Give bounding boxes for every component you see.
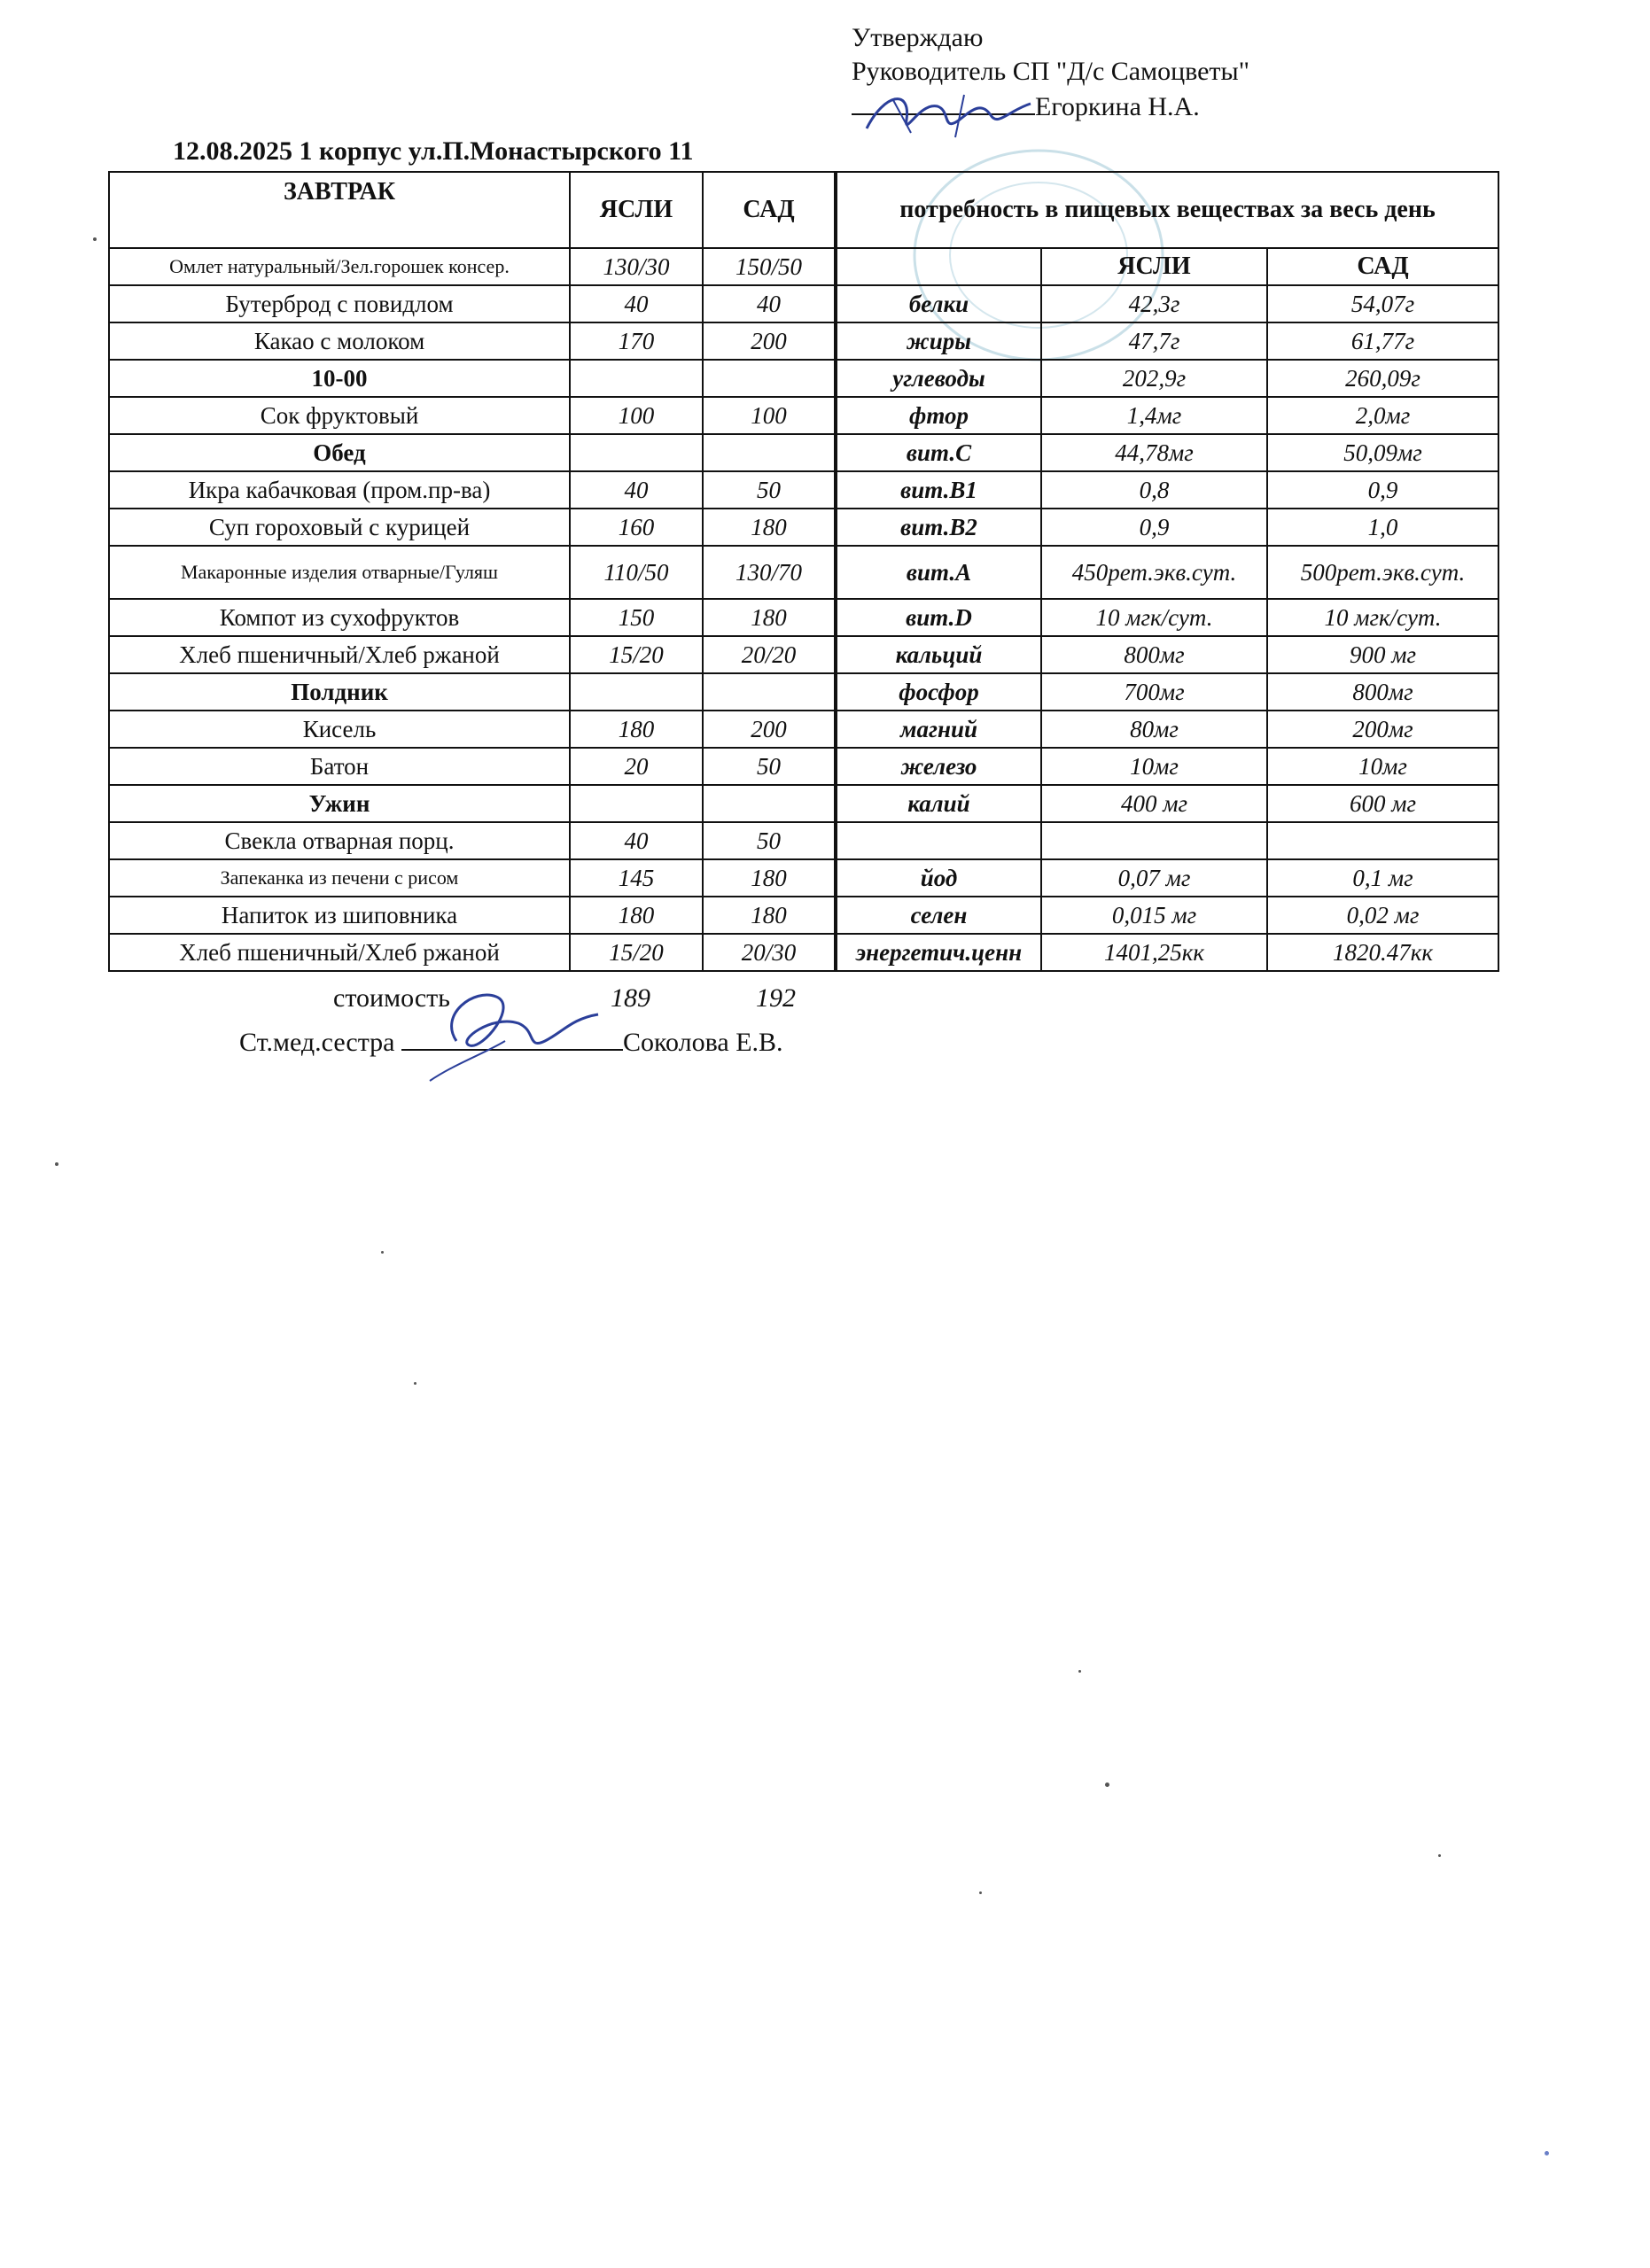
nutrient-sad-cell: 1820.47кк [1267,934,1498,971]
scan-speck [1105,1783,1109,1787]
nutrient-name-cell: кальций [836,636,1041,673]
nutrient-yasli-cell: 1401,25кк [1041,934,1267,971]
yasli-portion-cell: 20 [570,748,703,785]
sad-portion-cell: 50 [703,748,836,785]
scan-speck [1545,2151,1549,2155]
table-row [109,434,1498,471]
nutrient-sad-cell: 800мг [1267,673,1498,711]
yasli-portion-cell: 150 [570,599,703,636]
yasli-portion-cell: 160 [570,509,703,546]
yasli-portion-cell [570,673,703,711]
nutrient-name-cell [836,248,1041,285]
sad-portion-cell: 130/70 [703,546,836,599]
dish-cell: Кисель [109,711,570,748]
scan-speck [1078,1670,1081,1673]
dish-cell: Свекла отварная порц. [109,822,570,859]
sad-portion-cell [703,673,836,711]
dish-cell: Хлеб пшеничный/Хлеб ржаной [109,934,570,971]
yasli-portion-cell: 110/50 [570,546,703,599]
table-row [109,748,1498,785]
menu-table-body [109,172,1498,971]
nutrient-name-cell: вит.А [836,546,1041,599]
dish-cell: Хлеб пшеничный/Хлеб ржаной [109,636,570,673]
sad-portion-cell: 180 [703,897,836,934]
table-row [109,897,1498,934]
nutrient-yasli-cell: 202,9г [1041,360,1267,397]
table-row [109,599,1498,636]
dish-cell: Какао с молоком [109,322,570,360]
dish-cell: Полдник [109,673,570,711]
nutrient-sad-cell: 600 мг [1267,785,1498,822]
nutrient-yasli-cell: 450рет.экв.сут. [1041,546,1267,599]
sad-portion-cell [703,434,836,471]
dish-cell: Напиток из шиповника [109,897,570,934]
nutrient-name-cell: магний [836,711,1041,748]
table-row [109,285,1498,322]
header-needs-cell: потребность в пищевых веществах за весь день [836,172,1498,248]
nutrient-name-cell: фтор [836,397,1041,434]
yasli-portion-cell: 170 [570,322,703,360]
header-yasli-cell: ЯСЛИ [570,172,703,248]
nutrient-sad-cell: 200мг [1267,711,1498,748]
yasli-portion-cell: 180 [570,897,703,934]
scan-speck [55,1162,58,1166]
table-row [109,397,1498,434]
sad-portion-cell: 50 [703,822,836,859]
nutrient-yasli-cell: 700мг [1041,673,1267,711]
nutrient-sad-cell: 50,09мг [1267,434,1498,471]
scan-speck [381,1251,384,1254]
yasli-portion-cell: 40 [570,822,703,859]
nutrient-yasli-cell: 0,015 мг [1041,897,1267,934]
nutrient-name-cell: фосфор [836,673,1041,711]
nutrient-sad-cell [1267,822,1498,859]
yasli-portion-cell: 130/30 [570,248,703,285]
sad-portion-cell: 50 [703,471,836,509]
scan-speck [414,1382,416,1385]
nurse-name: Соколова Е.В. [623,1028,783,1057]
table-row [109,934,1498,971]
nutrient-sad-cell: 0,02 мг [1267,897,1498,934]
table-row [109,546,1498,599]
nutrient-name-cell: селен [836,897,1041,934]
nutrient-yasli-cell: 0,8 [1041,471,1267,509]
nutrient-yasli-cell: 44,78мг [1041,434,1267,471]
nutrient-yasli-cell: 800мг [1041,636,1267,673]
needs-yasli-header: ЯСЛИ [1041,248,1267,285]
nutrient-name-cell: вит.С [836,434,1041,471]
table-header-row [109,172,1498,248]
nutrient-sad-cell: 2,0мг [1267,397,1498,434]
scan-speck [93,237,97,241]
approval-title: Утверждаю [852,23,984,52]
sad-portion-cell: 200 [703,711,836,748]
sad-portion-cell: 20/20 [703,636,836,673]
nutrient-sad-cell: 0,1 мг [1267,859,1498,897]
scan-speck [1438,1854,1441,1857]
sad-portion-cell: 20/30 [703,934,836,971]
sad-portion-cell: 180 [703,859,836,897]
nutrient-yasli-cell: 10мг [1041,748,1267,785]
yasli-portion-cell: 15/20 [570,934,703,971]
nutrient-sad-cell: 0,9 [1267,471,1498,509]
dish-cell: 10-00 [109,360,570,397]
yasli-portion-cell [570,434,703,471]
nutrient-yasli-cell: 10 мгк/сут. [1041,599,1267,636]
table-row [109,509,1498,546]
table-row [109,322,1498,360]
nutrient-yasli-cell: 42,3г [1041,285,1267,322]
table-row [109,822,1498,859]
sad-portion-cell: 100 [703,397,836,434]
sad-portion-cell: 180 [703,509,836,546]
sad-portion-cell: 180 [703,599,836,636]
document-title: 12.08.2025 1 корпус ул.П.Монастырского 11 [173,136,694,166]
sad-portion-cell [703,360,836,397]
yasli-portion-cell: 180 [570,711,703,748]
header-sad-cell: САД [703,172,836,248]
table-row [109,248,1498,285]
nutrient-yasli-cell: 47,7г [1041,322,1267,360]
header-meal-cell: ЗАВТРАК [109,172,570,248]
nutrient-name-cell: вит.D [836,599,1041,636]
nutrient-name-cell: железо [836,748,1041,785]
cost-sad: 192 [756,983,796,1013]
nutrient-name-cell: вит.В2 [836,509,1041,546]
nutrient-name-cell [836,822,1041,859]
table-row [109,785,1498,822]
nutrient-yasli-cell: 0,07 мг [1041,859,1267,897]
dish-cell: Обед [109,434,570,471]
nutrient-sad-cell: 54,07г [1267,285,1498,322]
nutrient-name-cell: вит.В1 [836,471,1041,509]
nutrient-sad-cell: 10 мгк/сут. [1267,599,1498,636]
table-row [109,673,1498,711]
yasli-portion-cell [570,360,703,397]
cost-label: стоимость [333,983,450,1013]
dish-cell: Ужин [109,785,570,822]
nurse-signature [421,979,616,1085]
nutrient-yasli-cell: 80мг [1041,711,1267,748]
table-row [109,859,1498,897]
nutrient-name-cell: йод [836,859,1041,897]
dish-cell: Сок фруктовый [109,397,570,434]
dish-cell: Макаронные изделия отварные/Гуляш [109,546,570,599]
sad-portion-cell: 150/50 [703,248,836,285]
sad-portion-cell: 40 [703,285,836,322]
table-row [109,711,1498,748]
yasli-portion-cell: 145 [570,859,703,897]
nutrient-sad-cell: 61,77г [1267,322,1498,360]
dish-cell: Икра кабачковая (пром.пр-ва) [109,471,570,509]
nutrient-name-cell: калий [836,785,1041,822]
yasli-portion-cell: 40 [570,285,703,322]
dish-cell: Запеканка из печени с рисом [109,859,570,897]
yasli-portion-cell: 15/20 [570,636,703,673]
sad-portion-cell [703,785,836,822]
yasli-portion-cell [570,785,703,822]
approval-position: Руководитель СП "Д/с Самоцветы" [852,57,1249,86]
nutrient-yasli-cell: 400 мг [1041,785,1267,822]
table-row [109,471,1498,509]
director-signature [858,84,1044,146]
dish-cell: Батон [109,748,570,785]
nutrient-sad-cell: 900 мг [1267,636,1498,673]
cost-yasli: 189 [611,983,650,1013]
table-row [109,636,1498,673]
nutrient-yasli-cell [1041,822,1267,859]
nutrient-sad-cell: 260,09г [1267,360,1498,397]
nutrient-name-cell: углеводы [836,360,1041,397]
dish-cell: Омлет натуральный/Зел.горошек консер. [109,248,570,285]
yasli-portion-cell: 100 [570,397,703,434]
needs-sad-header: САД [1267,248,1498,285]
table-row [109,360,1498,397]
nurse-label: Ст.мед.сестра [239,1028,395,1057]
nutrient-name-cell: жиры [836,322,1041,360]
nutrient-name-cell: энергетич.ценн [836,934,1041,971]
dish-cell: Бутерброд с повидлом [109,285,570,322]
nutrient-sad-cell: 500рет.экв.сут. [1267,546,1498,599]
nutrient-sad-cell: 10мг [1267,748,1498,785]
approval-name: Егоркина Н.А. [1035,92,1200,121]
dish-cell: Суп гороховый с курицей [109,509,570,546]
nutrient-yasli-cell: 0,9 [1041,509,1267,546]
nutrient-yasli-cell: 1,4мг [1041,397,1267,434]
sad-portion-cell: 200 [703,322,836,360]
menu-table [108,171,1499,972]
scan-speck [979,1891,982,1894]
nutrient-name-cell: белки [836,285,1041,322]
yasli-portion-cell: 40 [570,471,703,509]
nutrient-sad-cell: 1,0 [1267,509,1498,546]
dish-cell: Компот из сухофруктов [109,599,570,636]
